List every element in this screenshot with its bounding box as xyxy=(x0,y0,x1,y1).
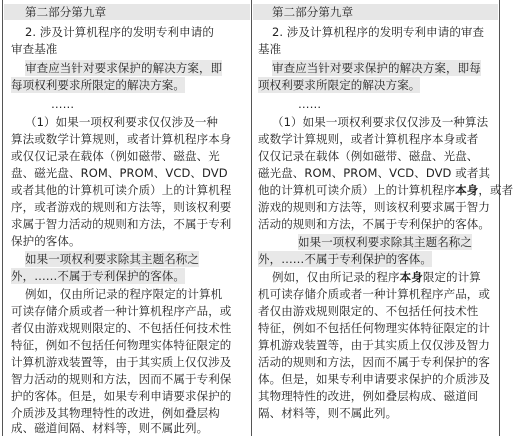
text-line: 可读存储介质或者一种计算机程序产品，或 xyxy=(11,304,232,318)
text-segment: 限定的计算 xyxy=(422,270,481,284)
right-column xyxy=(251,0,513,436)
section-heading: 2. 涉及计算机程序的发明专利申请的审查 xyxy=(272,25,485,39)
text-line: 者仅由游戏规则限定的、不包括任何技术性 xyxy=(258,304,479,318)
text-line: 者仅由游戏规则限定的、不包括任何技术性 xyxy=(11,321,232,335)
text-segment: 他的计算机可读介质）上的计算机程序 xyxy=(258,183,456,197)
chapter-title: 第二部分第九章 xyxy=(272,5,354,19)
text-line: 算机游戏装置等，由于其实质上仅仅涉及智力 xyxy=(258,338,490,352)
text-line: 特征，例如不包括任何物理实体特征限定的 xyxy=(11,338,232,352)
text-line: 每项权利要求所限定的解决方案。 xyxy=(11,78,185,92)
text-line: 护的客体。但是，如果专利申请要求保护的 xyxy=(11,389,232,403)
text-line: 成、磁道间隔、材料等，则不属此列。 xyxy=(11,421,209,435)
text-line: 外，……不属于专利保护的客体。 xyxy=(258,252,432,266)
ellipsis: …… xyxy=(298,97,322,111)
text-line: 或者其他的计算机可读介质）上的计算机程 xyxy=(11,183,232,197)
comparison-table xyxy=(2,0,513,436)
text-line: 例如，仅由所记录的程序限定的计算机 xyxy=(25,287,223,301)
added-text-bold: 本身 xyxy=(455,183,479,197)
left-column xyxy=(3,0,251,436)
text-line: 审查应当针对要求保护的解决方案，即 xyxy=(25,61,223,75)
text-line: （1）如果一项权利要求仅仅涉及一种 xyxy=(25,115,219,129)
text-line: 序，或者游戏的规则和方法等，则该权利要 xyxy=(11,200,232,214)
text-line: 盘、磁光盘、ROM、PROM、VCD、DVD xyxy=(11,166,228,180)
text-line: （1）如果一项权利要求仅仅涉及一种算法 xyxy=(272,115,489,129)
text-line: 智力活动的规则和方法，因而不属于专利保 xyxy=(11,372,232,386)
text-line: 项权利要求所限定的解决方案。 xyxy=(258,78,421,92)
section-heading: 基准 xyxy=(258,42,282,56)
section-heading: 审查基准 xyxy=(11,42,58,56)
text-line: 外，……不属于专利保护的客体。 xyxy=(11,269,185,283)
ellipsis: …… xyxy=(51,97,75,111)
text-line: 活动的规则和方法，不属于专利保护的客体。 xyxy=(258,217,490,231)
text-line: 特征，例如不包括任何物理实体特征限定的计 xyxy=(258,321,490,335)
text-segment: ，或者 xyxy=(478,183,513,197)
text-line: 游戏的规则和方法等，则该权利要求属于智力 xyxy=(258,200,490,214)
text-line: 求属于智力活动的规则和方法，不属于专利 xyxy=(11,217,232,231)
text-line: 介质涉及其物理特性的改进，例如叠层构 xyxy=(11,406,220,420)
text-line: 磁光盘、ROM、PROM、VCD、DVD 或者其 xyxy=(258,166,491,180)
text-line: 审查应当针对要求保护的解决方案，即每 xyxy=(272,61,481,75)
text-line: 如果一项权利要求除其主题名称之 xyxy=(298,235,472,249)
text-line: 隔、材料等，则不属此列。 xyxy=(258,406,398,420)
text-segment: 例如，仅由所记录的程序 xyxy=(272,270,400,284)
text-line: 如果一项权利要求除其主题名称之 xyxy=(25,252,199,266)
text-line: 保护的客体。 xyxy=(11,234,81,248)
text-line: 仅仅记录在载体（例如磁带、磁盘、光盘、 xyxy=(258,149,479,163)
text-line: 或仅仅记录在载体（例如磁带、磁盘、光 xyxy=(11,149,220,163)
text-line: 活动的规则和方法，因而不属于专利保护的客 xyxy=(258,355,490,369)
text-line: 其物理特性的改进，例如叠层构成、磁道间 xyxy=(258,389,479,403)
text-line: 算法或数学计算规则，或者计算机程序本身 xyxy=(11,132,232,146)
text-line: 或数学计算规则，或者计算机程序本身或者 xyxy=(258,132,479,146)
chapter-title: 第二部分第九章 xyxy=(25,5,107,19)
text-line xyxy=(258,182,513,198)
section-heading: 2. 涉及计算机程序的发明专利申请的 xyxy=(25,25,214,39)
text-line: 体。但是，如果专利申请要求保护的介质涉及 xyxy=(258,372,490,386)
text-line: 计算机游戏装置等，由于其实质上仅仅涉及 xyxy=(11,355,232,369)
added-text-bold: 本身 xyxy=(399,270,423,284)
text-line: 机可读存储介质或者一种计算机程序产品，或 xyxy=(258,287,490,301)
text-line xyxy=(272,269,481,285)
